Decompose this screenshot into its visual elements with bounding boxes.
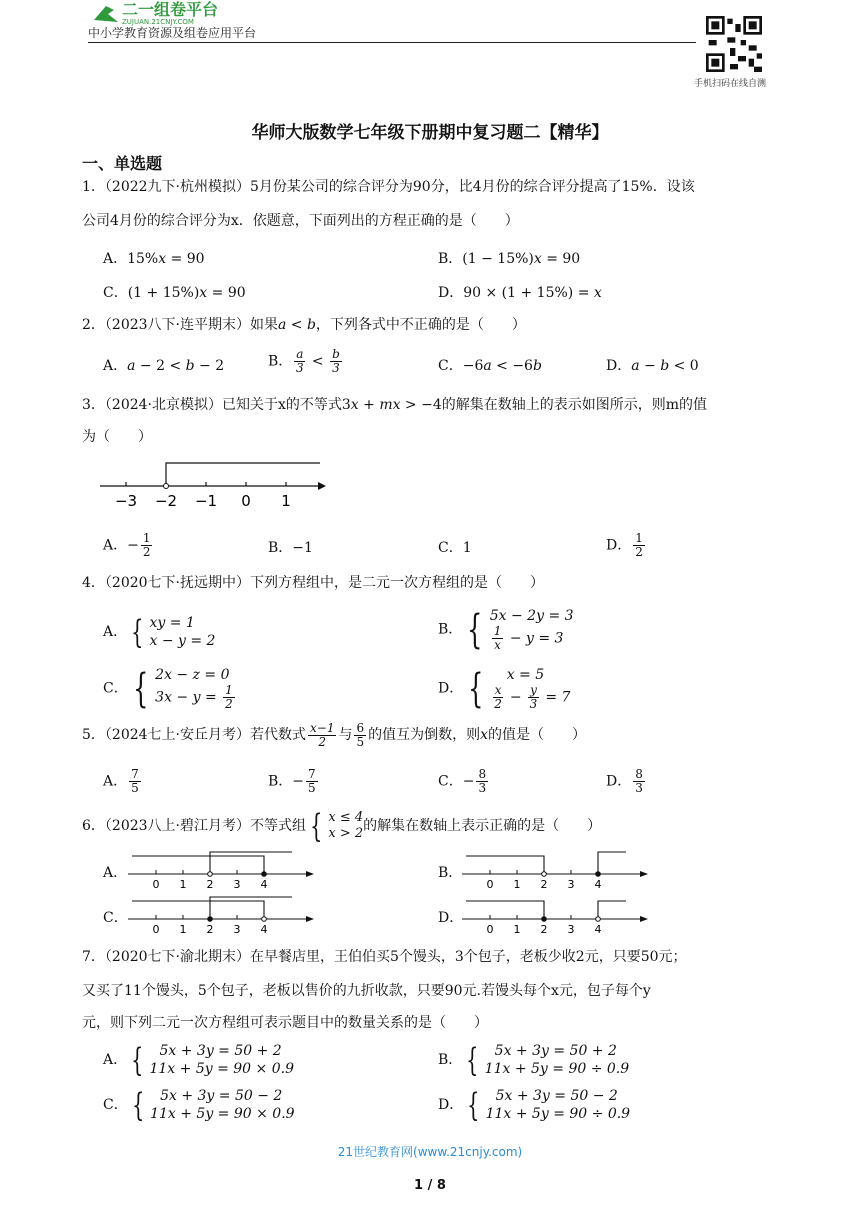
- question-7-stem-line1: 7．（2020七下·渝北期末）在早餐店里，王伯伯买5个馒头，3个包子，老板少收2元，只要50元；: [82, 949, 687, 965]
- question-3-stem-line2: 为（ ）: [82, 429, 152, 445]
- q3-option-a: A．− $\frac{1}{2}$: [103, 531, 151, 559]
- question-1-stem-line2: 公司4月份的综合评分为x．依题意，下面列出的方程正确的是（ ）: [82, 213, 519, 229]
- question-7-stem-line2: 又买了11个馒头，5个包子，老板以售价的九折收款，只要90元.若馒头每个x元，包子每个y: [82, 983, 651, 999]
- q5-option-c: C．− $\frac{8}{3}$: [438, 767, 487, 795]
- tick-label: 2: [206, 923, 214, 935]
- q4-option-c: C． { 2𝑥 − 𝑧 = 0 3𝑥 − 𝑦 = $\frac{1}{2}$: [103, 665, 233, 712]
- q2-option-a: A．𝑎 − 2 < 𝑏 − 2: [103, 358, 225, 374]
- q6-number-line-d: [462, 891, 652, 935]
- logo-text: 二一组卷平台: [122, 0, 219, 19]
- q4-option-b: B． { 5𝑥 − 2𝑦 = 3 $\frac{1}{\text{𝑥}}$ − 𝑦 = 3: [438, 606, 574, 653]
- solution-ray: [598, 852, 626, 874]
- tick-label: 4: [260, 878, 268, 890]
- tick-label: 3: [567, 923, 575, 935]
- tick-label: 1: [281, 492, 291, 510]
- tick-label: 0: [152, 923, 160, 935]
- tick-label: 3: [233, 878, 241, 890]
- open-circle-marker: [596, 917, 601, 922]
- q5-option-d: D． $\frac{8}{3}$: [606, 767, 643, 795]
- tick-label: 3: [567, 878, 575, 890]
- tick-label: 2: [540, 923, 548, 935]
- solution-ray: [132, 856, 264, 874]
- question-3-stem-line1: 3．（2024·北京模拟）已知关于x的不等式3𝑥 + 𝑚𝑥 > −4的解集在数轴上的表示如图所示，则m的值: [82, 397, 708, 413]
- question-7-stem-line3: 元，则下列二元一次方程组可表示题目中的数量关系的是（ ）: [82, 1015, 488, 1031]
- question-1-stem-line1: 1．（2022九下·杭州模拟）5月份某公司的综合评分为90分，比4月份的综合评分提高了15%．设该: [82, 179, 695, 195]
- arrow-icon: [306, 871, 314, 877]
- tick-label: −2: [154, 492, 178, 510]
- tick-label: 1: [513, 878, 521, 890]
- site-logo: [88, 0, 288, 26]
- tick-label: 4: [594, 878, 602, 890]
- solution-ray: [466, 856, 544, 874]
- header-divider: [88, 42, 696, 43]
- q7-option-a: A． { 5𝑥 + 3𝑦 = 50 + 2 11𝑥 + 5𝑦 = 90 × 0.9: [103, 1041, 294, 1079]
- q2-option-d: D．𝑎 − 𝑏 < 0: [606, 358, 699, 374]
- q3-option-d: D． $\frac{1}{2}$: [606, 531, 643, 559]
- footer-link[interactable]: 21世纪教育网(www.21cnjy.com): [337, 1145, 523, 1159]
- solution-ray: [210, 852, 292, 874]
- q3-number-line: [100, 456, 330, 514]
- tick-label: 0: [486, 923, 494, 935]
- qr-caption: 手机扫码在线自测: [694, 79, 767, 89]
- q3-option-b: B．−1: [268, 540, 313, 556]
- question-2-stem: 2．（2023八下·连平期末）如果𝑎 < 𝑏，下列各式中不正确的是（ ）: [82, 317, 526, 333]
- q6-option-c-label: C．: [103, 910, 128, 926]
- q1-option-d: D．90 × (1 + 15%) = 𝑥: [438, 285, 602, 301]
- open-circle-marker: [542, 872, 547, 877]
- q7-option-d: D． { 5𝑥 + 3𝑦 = 50 − 2 11𝑥 + 5𝑦 = 90 ÷ 0.9: [438, 1086, 631, 1124]
- q6-number-line-b: [462, 846, 652, 890]
- tick-label: 4: [260, 923, 268, 935]
- question-5-stem: 5．（2024七上·安丘月考）若代数式 $\frac{\text{𝑥−1}}{2}$ 与 $\frac{6}{5}$ 的值互为倒数，则𝑥的值是（ ）: [82, 720, 587, 749]
- open-circle-marker: [208, 872, 213, 877]
- closed-circle-marker: [208, 917, 213, 922]
- solution-ray: [210, 897, 292, 919]
- closed-circle-marker: [596, 872, 601, 877]
- q1-option-c: C．(1 + 15%)𝑥 = 90: [103, 285, 246, 301]
- solution-ray: [466, 901, 544, 919]
- q6-option-a-label: A．: [103, 865, 128, 881]
- q7-option-c: C． { 5𝑥 + 3𝑦 = 50 − 2 11𝑥 + 5𝑦 = 90 × 0.9: [103, 1086, 295, 1124]
- qr-code-icon: [706, 16, 762, 72]
- logo-sub: ZUJUAN.21CNJY.COM: [122, 18, 194, 26]
- question-4-stem: 4．（2020七下·抚远期中）下列方程组中，是二元一次方程组的是（ ）: [82, 575, 544, 591]
- arrow-icon: [318, 482, 326, 490]
- open-circle-marker: [164, 484, 169, 489]
- q4-option-a: A． { 𝑥𝑦 = 1 𝑥 − 𝑦 = 2: [103, 613, 216, 651]
- solution-ray: [132, 901, 264, 919]
- arrow-icon: [306, 916, 314, 922]
- q6-option-d-label: D．: [438, 910, 464, 926]
- question-6-stem: 6．（2023八上·碧江月考）不等式组 { 𝑥 ≤ 4 𝑥 > 2 的解集在数轴上表示正确的是（ ）: [82, 807, 602, 845]
- runner-logo-icon: [94, 6, 118, 22]
- solution-ray: [166, 463, 320, 486]
- q4-option-d: D． { 𝑥 = 5 $\frac{\text{𝑥}}{2}$ − $\frac{\text{𝑦}}{3}$ = 7: [438, 665, 571, 712]
- q1-option-b: B．(1 − 15%)𝑥 = 90: [438, 251, 581, 267]
- q2-option-b: B． $\frac{\text{𝑎}}{3}$ < $\frac{\text{𝑏}}{3}$: [268, 347, 340, 375]
- q2-option-c: C．−6𝑎 < −6𝑏: [438, 358, 542, 374]
- tick-label: 1: [179, 878, 187, 890]
- tick-label: 1: [179, 923, 187, 935]
- tick-label: 0: [486, 878, 494, 890]
- q1-option-a: A．15%𝑥 = 90: [103, 251, 205, 267]
- q5-option-b: B．− $\frac{7}{5}$: [268, 767, 316, 795]
- closed-circle-marker: [262, 872, 267, 877]
- tick-label: 1: [513, 923, 521, 935]
- tick-label: −1: [194, 492, 218, 510]
- tick-label: 0: [152, 878, 160, 890]
- q6-number-line-c: [128, 891, 318, 935]
- closed-circle-marker: [542, 917, 547, 922]
- tick-label: 3: [233, 923, 241, 935]
- q6-number-line-a: [128, 846, 318, 890]
- page-number: 1 / 8: [414, 1178, 446, 1193]
- q5-option-a: A． $\frac{7}{5}$: [103, 767, 139, 795]
- q3-option-c: C．1: [438, 540, 472, 556]
- tick-label: −3: [114, 492, 138, 510]
- tick-label: 2: [206, 878, 214, 890]
- q6-option-b-label: B．: [438, 865, 463, 881]
- section-heading: 一、单选题: [82, 154, 163, 173]
- tick-label: 0: [241, 492, 251, 510]
- solution-ray: [598, 901, 626, 919]
- arrow-icon: [640, 871, 648, 877]
- q7-option-b: B． { 5𝑥 + 3𝑦 = 50 + 2 11𝑥 + 5𝑦 = 90 ÷ 0.9: [438, 1041, 630, 1079]
- page-title: 华师大版数学七年级下册期中复习题二【精华】: [251, 123, 609, 143]
- header-subtitle: 中小学教育资源及组卷应用平台: [88, 26, 257, 40]
- arrow-icon: [640, 916, 648, 922]
- tick-label: 2: [540, 878, 548, 890]
- open-circle-marker: [262, 917, 267, 922]
- tick-label: 4: [594, 923, 602, 935]
